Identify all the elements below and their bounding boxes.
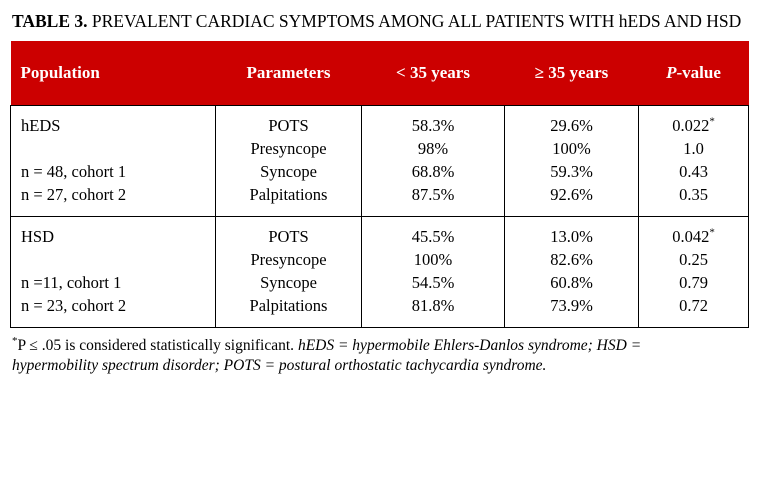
footnote-significance-text: ≤ .05 is considered statistically significant. (25, 337, 298, 354)
header-population: Population (11, 41, 216, 106)
population-cohort-2: n = 27, cohort 2 (21, 185, 127, 204)
header-over-35: ≥ 35 years (505, 41, 639, 106)
parameter-presyncope: Presyncope (250, 139, 327, 158)
cell-under35-hsd (362, 217, 505, 328)
table-row (11, 217, 749, 328)
cell-population-hsd (11, 217, 216, 328)
pvalue-presyncope: 0.25 (679, 250, 708, 269)
value-over35-pots: 29.6% (550, 116, 593, 135)
pvalue-presyncope: 1.0 (683, 139, 704, 158)
table-header (11, 41, 749, 106)
header-p-italic: P (666, 63, 677, 82)
value-under35-palpitations: 87.5% (411, 185, 455, 204)
header-p-value (639, 41, 749, 106)
value-over35-syncope: 59.3% (550, 162, 593, 181)
pvalue-syncope: 0.79 (679, 273, 708, 292)
caption-label: TABLE 3. (12, 11, 88, 31)
value-over35-palpitations: 92.6% (550, 185, 593, 204)
population-name: HSD (21, 227, 55, 246)
value-under35-pots: 45.5% (411, 227, 455, 246)
value-over35-presyncope: 82.6% (550, 250, 593, 269)
pvalue-pots-mark: * (709, 226, 715, 239)
pvalue-pots-mark: * (709, 115, 715, 128)
cardiac-symptoms-table (10, 41, 749, 328)
value-under35-presyncope: 98% (417, 139, 449, 158)
cell-population-heds (11, 106, 216, 217)
cell-pvalue-heds (639, 106, 749, 217)
parameter-pots: POTS (268, 227, 309, 246)
header-parameters: Parameters (216, 41, 362, 106)
pvalue-syncope: 0.43 (679, 162, 708, 181)
table-footnote (12, 336, 712, 376)
header-row (11, 41, 749, 106)
footnote-marker: * (12, 334, 18, 347)
caption-text: PREVALENT CARDIAC SYMPTOMS AMONG ALL PATIENTS WITH hEDS AND HSD (87, 11, 742, 31)
header-p-rest: -value (676, 63, 721, 82)
table-caption (12, 10, 742, 32)
parameter-syncope: Syncope (260, 162, 317, 181)
table-body (11, 106, 749, 328)
parameter-syncope: Syncope (260, 273, 317, 292)
pvalue-pots (649, 114, 738, 137)
footnote-p-symbol: P (17, 337, 26, 354)
cell-parameters-heds (216, 106, 362, 217)
table-row (11, 106, 749, 217)
value-under35-pots: 58.3% (411, 116, 455, 135)
value-over35-palpitations: 73.9% (550, 296, 593, 315)
header-under-35: < 35 years (362, 41, 505, 106)
population-cohort-1: n =11, cohort 1 (21, 273, 122, 292)
value-over35-pots: 13.0% (550, 227, 593, 246)
value-under35-syncope: 68.8% (411, 162, 455, 181)
population-name: hEDS (21, 116, 61, 135)
parameter-pots: POTS (268, 116, 309, 135)
pvalue-palpitations: 0.72 (679, 296, 708, 315)
value-over35-syncope: 60.8% (550, 273, 593, 292)
pvalue-pots-number: 0.022 (672, 116, 710, 135)
cell-over35-hsd (505, 217, 639, 328)
cell-over35-heds (505, 106, 639, 217)
cell-pvalue-hsd (639, 217, 749, 328)
value-under35-palpitations: 81.8% (411, 296, 455, 315)
cell-parameters-hsd (216, 217, 362, 328)
pvalue-pots (649, 225, 738, 248)
value-under35-syncope: 54.5% (411, 273, 455, 292)
cell-under35-heds (362, 106, 505, 217)
value-over35-presyncope: 100% (552, 139, 591, 158)
parameter-presyncope: Presyncope (250, 250, 327, 269)
pvalue-palpitations: 0.35 (679, 185, 708, 204)
pvalue-pots-number: 0.042 (672, 227, 710, 246)
population-cohort-1: n = 48, cohort 1 (21, 162, 127, 181)
parameter-palpitations: Palpitations (249, 185, 328, 204)
footnote-abbreviations: hEDS = hypermobile Ehlers-Danlos syndrome; HSD = hypermobility spectrum disorder; POTS = postural orthostatic tachycardia syndrome. (12, 337, 642, 374)
population-cohort-2: n = 23, cohort 2 (21, 296, 127, 315)
parameter-palpitations: Palpitations (249, 296, 328, 315)
value-under35-presyncope: 100% (413, 250, 453, 269)
